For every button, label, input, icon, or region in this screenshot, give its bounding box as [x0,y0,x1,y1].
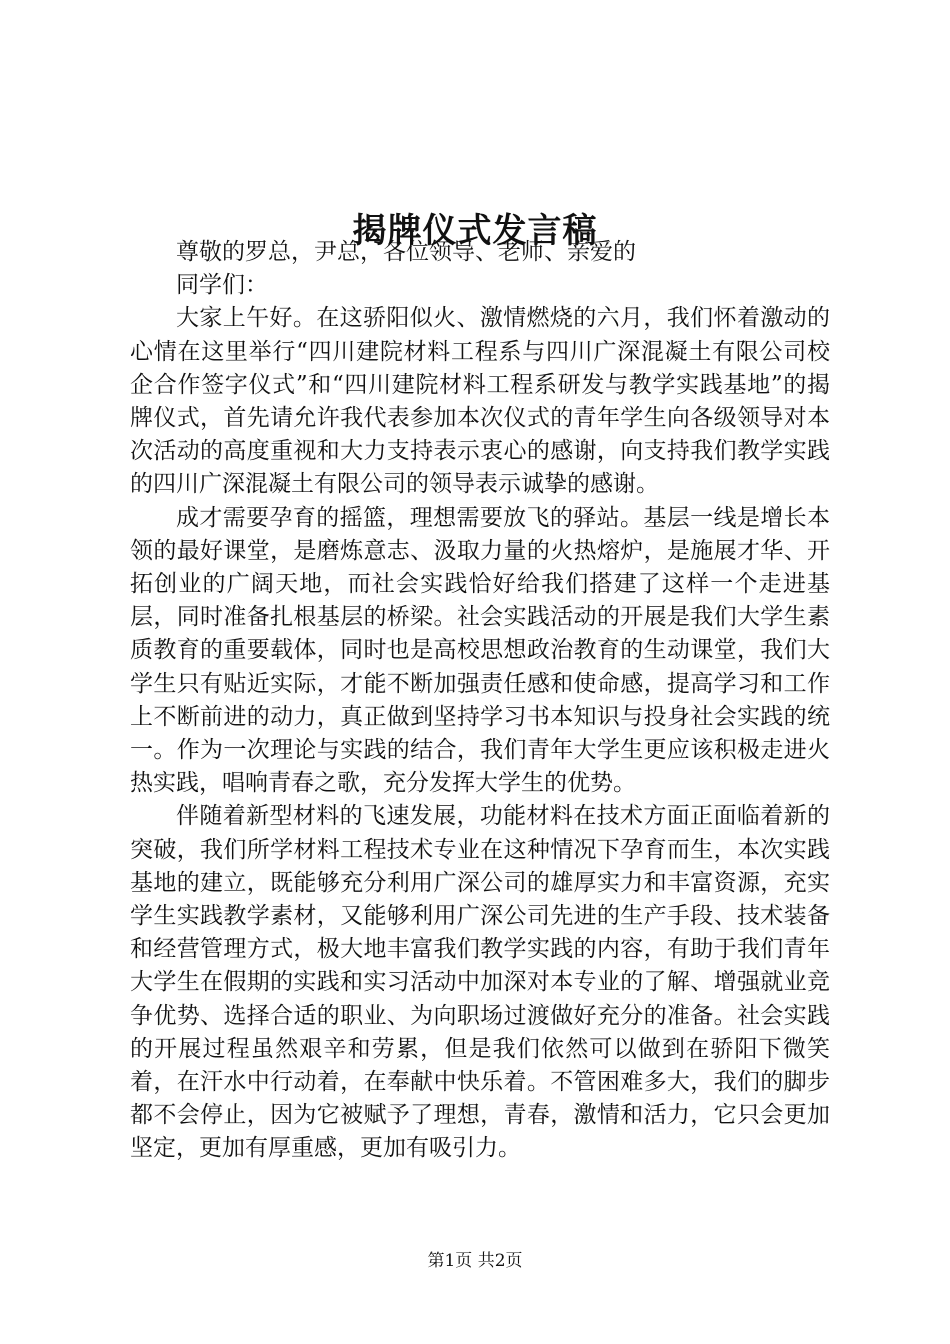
document-body [130,236,830,1166]
page-title: 揭牌仪式发言稿 [352,210,598,251]
body-paragraph-2: 成才需要孕育的摇篮，理想需要放飞的驿站。基层一线是增长本领的最好课堂，是磨炼意志、汲取力量的火热熔炉，是施展才华、开拓创业的广阔天地，而社会实践恰好给我们搭建了这样一个走进基层，同时准备扎根基层的桥梁。社会实践活动的开展是我们大学生素质教育的重要载体，同时也是高校思想政治教育的生动课堂，我们大学生只有贴近实际，才能不断加强责任感和使命感，提高学习和工作上不断前进的动力，真正做到坚持学习书本知识与投身社会实践的统一。作为一次理论与实践的结合，我们青年大学生更应该积极走进火热实践，唱响青春之歌，充分发挥大学生的优势。 [130,504,830,797]
body-paragraph-3: 伴随着新型材料的飞速发展，功能材料在技术方面正面临着新的突破，我们所学材料工程技术专业在这种情况下孕育而生，本次实践基地的建立，既能够充分利用广深公司的雄厚实力和丰富资源，充实学生实践教学素材，又能够利用广深公司先进的生产手段、技术装备和经营管理方式，极大地丰富我们教学实践的内容，有助于我们青年大学生在假期的实践和实习活动中加深对本专业的了解、增强就业竞争优势、选择合适的职业、为向职场过渡做好充分的准备。社会实践的开展过程虽然艰辛和劳累，但是我们依然可以做到在骄阳下微笑着，在汗水中行动着，在奉献中快乐着。不管困难多大，我们的脚步都不会停止，因为它被赋予了理想，青春，激情和活力，它只会更加坚定，更加有厚重感，更加有吸引力。 [130,803,830,1162]
body-paragraph-1: 大家上午好。在这骄阳似火、激情燃烧的六月，我们怀着激动的心情在这里举行“四川建院材料工程系与四川广深混凝土有限公司校企合作签字仪式”和“四川建院材料工程系研发与教学实践基地”的揭牌仪式，首先请允许我代表参加本次仪式的青年学生向各级领导对本次活动的高度重视和大力支持表示衷心的感谢，向支持我们教学实践的四川广深混凝土有限公司的领导表示诚挚的感谢。 [130,305,830,498]
salutation-line-1: 尊敬的罗总，尹总，各位领导、老师、亲爱的 [176,239,636,265]
salutation-line-2: 同学们： [176,272,268,299]
page-footer: 第1页 共2页 [427,1251,523,1271]
